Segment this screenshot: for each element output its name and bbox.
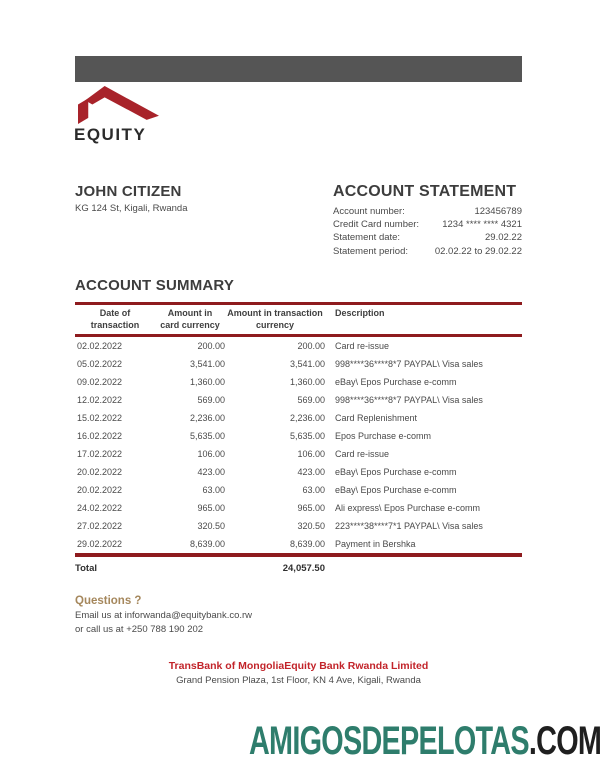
cell-card-amount: 965.00	[197, 503, 225, 513]
total-row	[75, 557, 522, 574]
total-value: 24,057.50	[282, 563, 325, 574]
table-row	[75, 409, 522, 427]
table-row	[75, 391, 522, 409]
cell-card-amount: 63.00	[202, 485, 225, 495]
equity-logo	[74, 86, 184, 145]
cell-card-amount: 1,360.00	[189, 377, 225, 387]
total-spacer	[325, 563, 522, 574]
table-row	[75, 463, 522, 481]
cell-description: eBay\ Epos Purchase e-comm	[335, 377, 457, 387]
cell-date: 29.02.2022	[77, 539, 123, 549]
cell-description: Card Replenishment	[335, 413, 418, 423]
statement-field-value: 29.02.22	[485, 232, 522, 244]
statement-field-value: 02.02.22 to 29.02.22	[434, 245, 522, 257]
transactions-body	[75, 337, 522, 553]
cell-txn-amount: 1,360.00	[289, 377, 325, 387]
cell-description: 998****36****8*7 PAYPAL\ Visa sales	[335, 395, 483, 405]
cell-date: 20.02.2022	[77, 467, 123, 477]
cell-date: 02.02.2022	[77, 341, 123, 351]
customer-name: JOHN CITIZEN	[75, 183, 182, 200]
cell-card-amount: 8,639.00	[189, 539, 225, 549]
questions-phone: or call us at +250 788 190 202	[75, 623, 204, 635]
table-row	[75, 445, 522, 463]
cell-date: 27.02.2022	[77, 521, 123, 531]
column-header-description	[325, 307, 522, 331]
table-row	[75, 355, 522, 373]
customer-address: KG 124 St, Kigali, Rwanda	[75, 203, 188, 214]
customer-block	[75, 183, 187, 214]
summary-title: ACCOUNT SUMMARY	[75, 277, 235, 294]
cell-txn-amount: 8,639.00	[289, 539, 325, 549]
transactions-table	[75, 302, 522, 574]
table-row	[75, 427, 522, 445]
cell-date: 24.02.2022	[77, 503, 123, 513]
cell-date: 17.02.2022	[77, 449, 123, 459]
statement-info-block	[333, 183, 522, 258]
cell-txn-amount: 320.50	[297, 521, 325, 531]
watermark	[249, 719, 601, 764]
table-row	[75, 535, 522, 553]
cell-description: 998****36****8*7 PAYPAL\ Visa sales	[335, 359, 483, 369]
statement-field-value: 123456789	[474, 206, 522, 217]
statement-fields	[333, 205, 522, 258]
total-spacer	[155, 563, 225, 574]
statement-field-label: Statement date:	[333, 232, 401, 244]
statement-field-label: Credit Card number:	[333, 219, 420, 231]
cell-date: 16.02.2022	[77, 431, 123, 441]
cell-txn-amount: 200.00	[297, 341, 325, 351]
cell-description: eBay\ Epos Purchase e-comm	[335, 485, 457, 495]
cell-description: eBay\ Epos Purchase e-comm	[335, 467, 457, 477]
cell-txn-amount: 63.00	[302, 485, 325, 495]
cell-date: 09.02.2022	[77, 377, 123, 387]
table-row	[75, 499, 522, 517]
watermark-main: AMIGOSDEPELOTAS	[248, 719, 529, 763]
cell-card-amount: 2,236.00	[189, 413, 225, 423]
column-header-txn-amount	[225, 307, 325, 331]
bank-footer	[75, 660, 522, 686]
statement-field-row	[333, 205, 522, 218]
cell-txn-amount: 3,541.00	[289, 359, 325, 369]
cell-description: Epos Purchase e-comm	[335, 431, 432, 441]
statement-field-value: 1234 **** **** 4321	[442, 219, 522, 231]
cell-date: 05.02.2022	[77, 359, 123, 369]
roof-icon	[78, 86, 160, 124]
column-header-card-amount	[155, 307, 225, 331]
cell-txn-amount: 106.00	[297, 449, 325, 459]
cell-description: Payment in Bershka	[335, 539, 416, 549]
cell-date: 15.02.2022	[77, 413, 123, 423]
statement-title: ACCOUNT STATEMENT	[333, 183, 517, 200]
table-row	[75, 481, 522, 499]
statement-field-row	[333, 245, 522, 258]
column-header-line: card currency	[160, 320, 220, 330]
column-header-line: Amount in transaction	[227, 308, 323, 318]
table-row	[75, 517, 522, 535]
statement-field-row	[333, 231, 522, 244]
cell-description: Card re-issue	[335, 341, 390, 351]
watermark-suffix: .COM	[528, 719, 601, 763]
cell-date: 12.02.2022	[77, 395, 123, 405]
column-header-line: Amount in	[167, 308, 213, 318]
column-header-line: currency	[255, 320, 295, 330]
cell-txn-amount: 423.00	[297, 467, 325, 477]
cell-description: Card re-issue	[335, 449, 390, 459]
cell-description: 223****38****7*1 PAYPAL\ Visa sales	[335, 521, 483, 531]
cell-card-amount: 3,541.00	[189, 359, 225, 369]
questions-email: Email us at inforwanda@equitybank.co.rw	[75, 610, 253, 621]
cell-txn-amount: 569.00	[297, 395, 325, 405]
total-label: Total	[75, 563, 97, 574]
table-row	[75, 337, 522, 355]
cell-description: Ali express\ Epos Purchase e-comm	[335, 503, 481, 513]
cell-date: 20.02.2022	[77, 485, 123, 495]
questions-block	[75, 595, 252, 636]
table-row	[75, 373, 522, 391]
questions-title: Questions ?	[75, 595, 142, 607]
cell-txn-amount: 965.00	[297, 503, 325, 513]
column-header-line: Date of	[99, 308, 131, 318]
logo-wordmark: EQUITY	[74, 125, 147, 144]
header-bar	[75, 56, 522, 82]
table-header	[75, 302, 522, 337]
column-header-date	[75, 307, 155, 331]
cell-txn-amount: 2,236.00	[289, 413, 325, 423]
cell-card-amount: 569.00	[197, 395, 225, 405]
bank-address: Grand Pension Plaza, 1st Floor, KN 4 Ave, Kigali, Rwanda	[176, 675, 421, 686]
cell-txn-amount: 5,635.00	[289, 431, 325, 441]
statement-field-label: Statement period:	[333, 245, 408, 257]
cell-card-amount: 5,635.00	[189, 431, 225, 441]
cell-card-amount: 200.00	[197, 341, 225, 351]
column-header-line: transaction	[90, 320, 140, 330]
cell-card-amount: 423.00	[197, 467, 225, 477]
column-header-line: Description	[335, 308, 385, 318]
statement-field-label: Account number:	[333, 206, 405, 217]
bank-name: TransBank of MongoliaEquity Bank Rwanda Limited	[168, 660, 429, 672]
statement-field-row	[333, 218, 522, 231]
cell-card-amount: 320.50	[197, 521, 225, 531]
cell-card-amount: 106.00	[197, 449, 225, 459]
